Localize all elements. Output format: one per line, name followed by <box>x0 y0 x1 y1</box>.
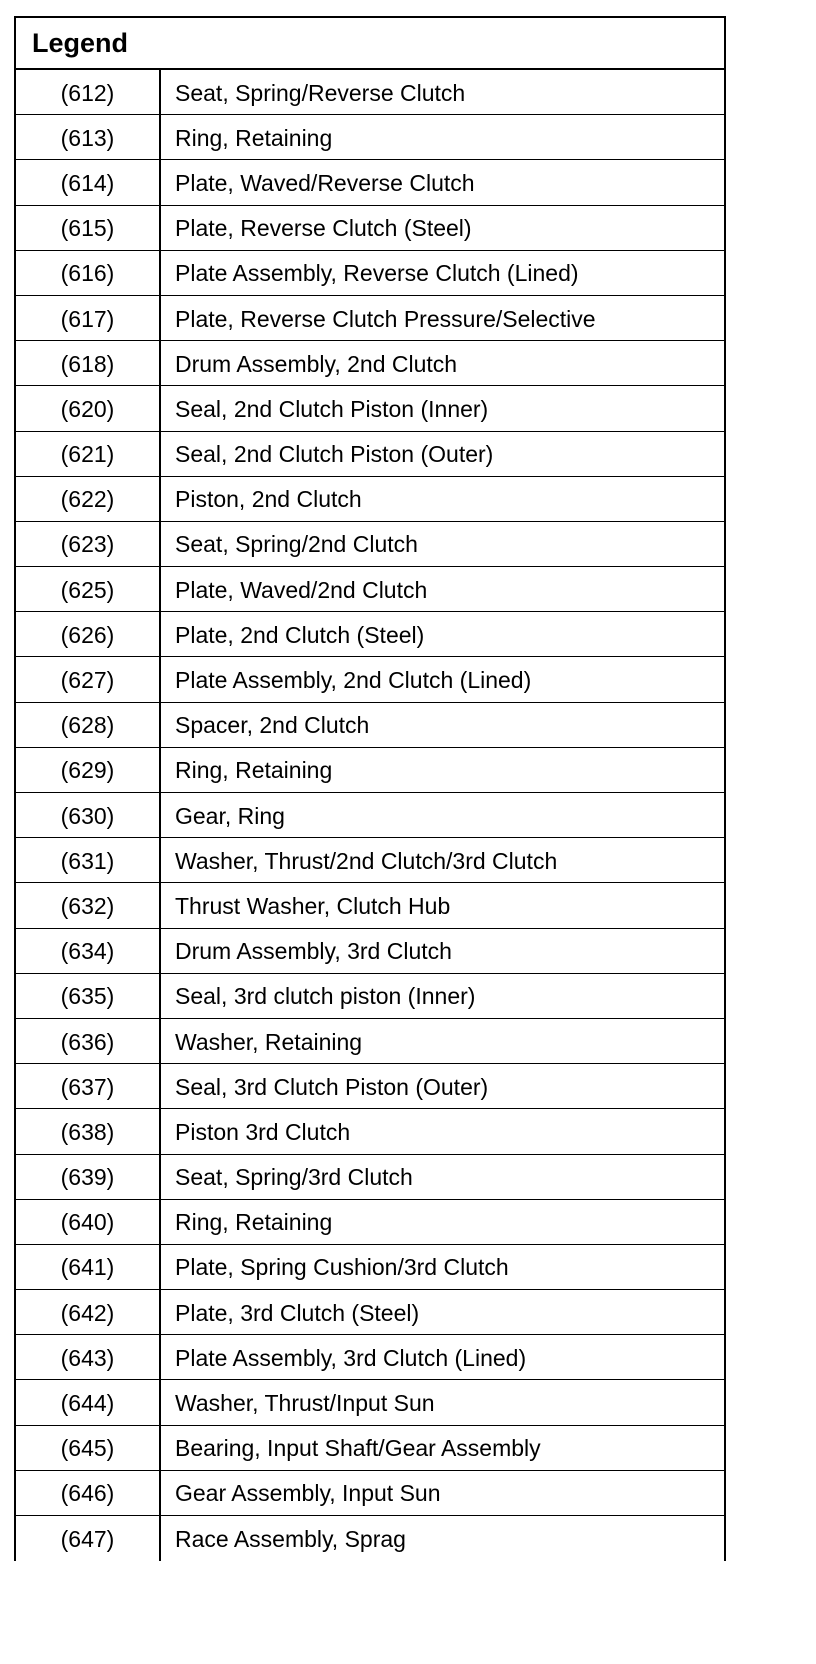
part-number-cell: (629) <box>16 748 161 792</box>
part-number-cell: (645) <box>16 1426 161 1470</box>
table-row <box>16 703 724 748</box>
part-number-cell: (616) <box>16 251 161 295</box>
table-row <box>16 432 724 477</box>
part-description-cell: Plate, Waved/2nd Clutch <box>175 576 428 603</box>
table-row <box>16 1200 724 1245</box>
table-row <box>16 1109 724 1154</box>
table-row <box>16 115 724 160</box>
part-number-cell: (647) <box>16 1516 161 1561</box>
part-description-cell: Plate, Spring Cushion/3rd Clutch <box>175 1254 509 1281</box>
part-number-cell: (638) <box>16 1109 161 1153</box>
table-row <box>16 160 724 205</box>
part-number-cell: (639) <box>16 1155 161 1199</box>
part-description-cell: Plate, Reverse Clutch (Steel) <box>175 215 472 242</box>
table-row <box>16 296 724 341</box>
part-number-cell: (620) <box>16 386 161 430</box>
part-description-cell: Gear, Ring <box>175 802 285 829</box>
part-description-cell: Gear Assembly, Input Sun <box>175 1480 441 1507</box>
part-description-cell: Washer, Thrust/2nd Clutch/3rd Clutch <box>175 847 558 874</box>
legend-rows <box>16 70 724 1561</box>
part-description-cell: Plate, 2nd Clutch (Steel) <box>175 621 425 648</box>
part-description-cell: Plate Assembly, 2nd Clutch (Lined) <box>175 667 532 694</box>
part-description-cell: Race Assembly, Sprag <box>175 1526 406 1553</box>
part-description-cell: Plate Assembly, 3rd Clutch (Lined) <box>175 1344 527 1371</box>
part-number-cell: (643) <box>16 1335 161 1379</box>
part-description-cell: Ring, Retaining <box>175 757 333 784</box>
part-number-cell: (641) <box>16 1245 161 1289</box>
table-row <box>16 341 724 386</box>
part-description-cell: Plate, 3rd Clutch (Steel) <box>175 1299 420 1326</box>
part-number-cell: (618) <box>16 341 161 385</box>
part-description-cell: Spacer, 2nd Clutch <box>175 712 370 739</box>
part-description-cell: Seal, 2nd Clutch Piston (Inner) <box>175 395 489 422</box>
table-row <box>16 477 724 522</box>
part-description-cell: Thrust Washer, Clutch Hub <box>175 892 451 919</box>
part-number-cell: (634) <box>16 929 161 973</box>
part-number-cell: (621) <box>16 432 161 476</box>
part-description-cell: Seat, Spring/Reverse Clutch <box>175 79 466 106</box>
part-description-cell: Plate Assembly, Reverse Clutch (Lined) <box>175 260 579 287</box>
table-row <box>16 793 724 838</box>
table-row <box>16 974 724 1019</box>
part-number-cell: (632) <box>16 883 161 927</box>
part-number-cell: (630) <box>16 793 161 837</box>
part-number-cell: (635) <box>16 974 161 1018</box>
table-row <box>16 1516 724 1561</box>
part-number-cell: (615) <box>16 206 161 250</box>
part-description-cell: Ring, Retaining <box>175 124 333 151</box>
part-description-cell: Seal, 2nd Clutch Piston (Outer) <box>175 441 494 468</box>
part-number-cell: (636) <box>16 1019 161 1063</box>
part-number-cell: (642) <box>16 1290 161 1334</box>
part-description-cell: Drum Assembly, 2nd Clutch <box>175 350 458 377</box>
table-row <box>16 70 724 115</box>
table-row <box>16 929 724 974</box>
table-row <box>16 1019 724 1064</box>
part-number-cell: (614) <box>16 160 161 204</box>
part-number-cell: (640) <box>16 1200 161 1244</box>
table-row <box>16 1064 724 1109</box>
table-row <box>16 1245 724 1290</box>
part-description-cell: Seat, Spring/3rd Clutch <box>175 1164 413 1191</box>
part-number-cell: (631) <box>16 838 161 882</box>
part-description-cell: Washer, Retaining <box>175 1028 363 1055</box>
part-number-cell: (628) <box>16 703 161 747</box>
part-description-cell: Seal, 3rd Clutch Piston (Outer) <box>175 1073 489 1100</box>
part-number-cell: (617) <box>16 296 161 340</box>
part-number-cell: (637) <box>16 1064 161 1108</box>
part-description-cell: Drum Assembly, 3rd Clutch <box>175 938 452 965</box>
part-number-cell: (626) <box>16 612 161 656</box>
part-number-cell: (646) <box>16 1471 161 1515</box>
table-row <box>16 1471 724 1516</box>
part-number-cell: (625) <box>16 567 161 611</box>
part-number-cell: (622) <box>16 477 161 521</box>
legend-table <box>14 16 726 1561</box>
part-number-cell: (613) <box>16 115 161 159</box>
legend-title: Legend <box>16 18 724 70</box>
table-row <box>16 1380 724 1425</box>
part-description-cell: Piston, 2nd Clutch <box>175 486 362 513</box>
table-row <box>16 883 724 928</box>
part-description-cell: Ring, Retaining <box>175 1209 333 1236</box>
table-row <box>16 386 724 431</box>
table-row <box>16 206 724 251</box>
table-row <box>16 657 724 702</box>
part-description-cell: Seat, Spring/2nd Clutch <box>175 531 418 558</box>
part-description-cell: Washer, Thrust/Input Sun <box>175 1390 435 1417</box>
part-number-cell: (623) <box>16 522 161 566</box>
part-number-cell: (644) <box>16 1380 161 1424</box>
table-row <box>16 251 724 296</box>
part-number-cell: (612) <box>16 70 161 114</box>
part-description-cell: Piston 3rd Clutch <box>175 1118 351 1145</box>
table-row <box>16 612 724 657</box>
table-row <box>16 522 724 567</box>
table-row <box>16 1335 724 1380</box>
part-description-cell: Plate, Waved/Reverse Clutch <box>175 169 475 196</box>
table-row <box>16 567 724 612</box>
table-row <box>16 1426 724 1471</box>
table-row <box>16 838 724 883</box>
part-description-cell: Bearing, Input Shaft/Gear Assembly <box>175 1435 541 1462</box>
part-number-cell: (627) <box>16 657 161 701</box>
table-row <box>16 1290 724 1335</box>
table-row <box>16 1155 724 1200</box>
part-description-cell: Plate, Reverse Clutch Pressure/Selective <box>175 305 596 332</box>
table-row <box>16 748 724 793</box>
part-description-cell: Seal, 3rd clutch piston (Inner) <box>175 983 476 1010</box>
